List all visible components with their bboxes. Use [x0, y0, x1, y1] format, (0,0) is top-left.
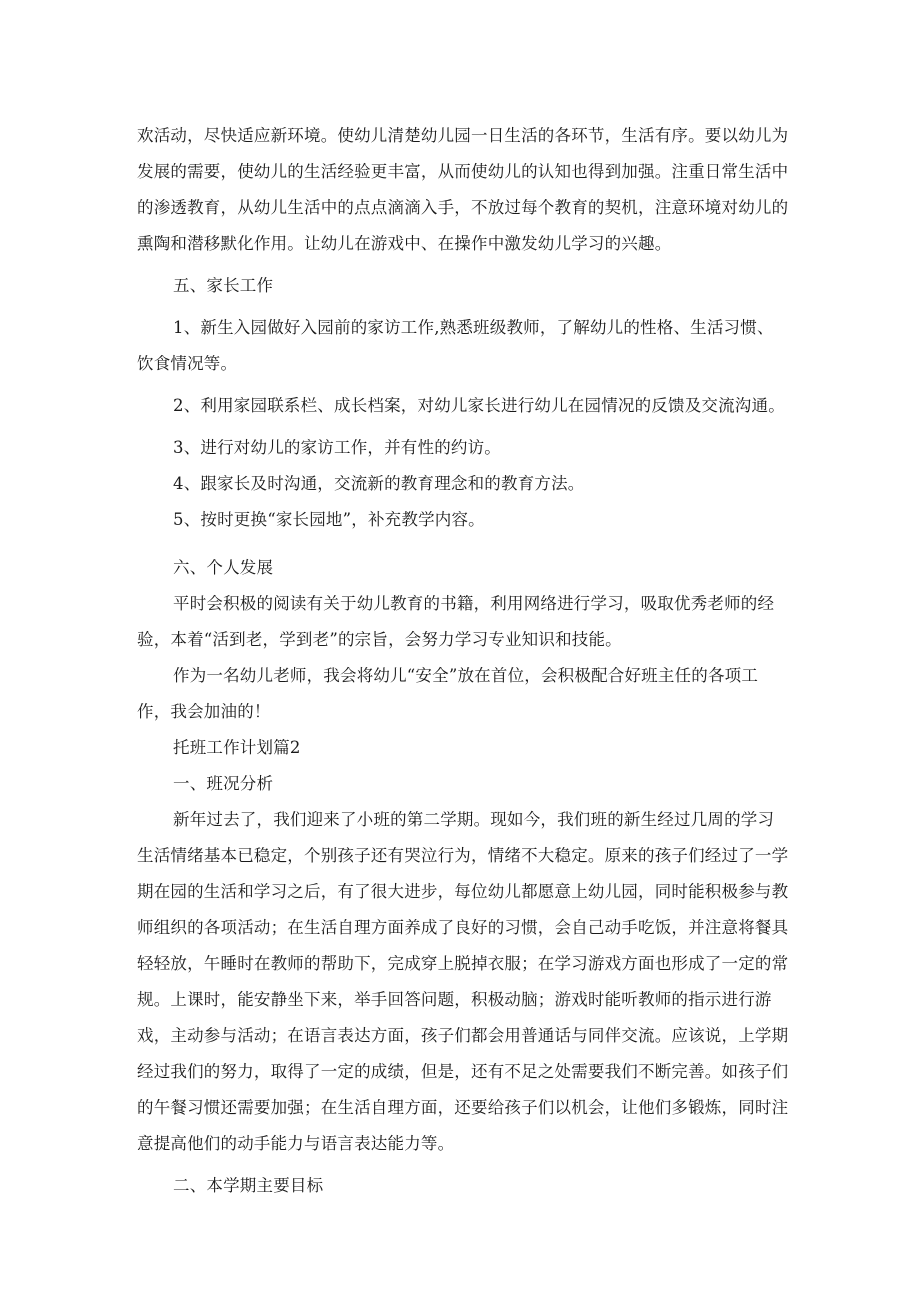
section-heading-class-analysis: 一、班况分析	[173, 774, 274, 793]
list-item-1: 1、新生入园做好入园前的家访工作,熟悉班级教师，了解幼儿的性格、生活习惯、饮食情况等。	[137, 318, 774, 373]
document-page	[137, 118, 789, 1204]
section-heading-goals: 二、本学期主要目标	[173, 1176, 324, 1195]
paragraph-personal-2: 作为一名幼儿老师，我会将幼儿“安全”放在首位，会积极配合好班主任的各项工作，我会加油的！	[137, 666, 759, 721]
section-heading-personal: 六、个人发展	[173, 558, 274, 577]
list-item-4: 4、跟家长及时沟通，交流新的教育理念和的教育方法。	[173, 474, 585, 493]
list-item-5: 5、按时更换“家长园地”，补充教学内容。	[173, 510, 485, 529]
list-item-2: 2、利用家园联系栏、成长档案，对幼儿家长进行幼儿在园情况的反馈及交流沟通。	[173, 396, 785, 415]
document-subtitle: 托班工作计划篇2	[173, 738, 301, 757]
paragraph-class-analysis: 新年过去了，我们迎来了小班的第二学期。现如今，我们班的新生经过几周的学习生活情绪基本已稳定，个别孩子还有哭泣行为，情绪不大稳定。原来的孩子们经过了一学期在园的生活和学习之后，有了很大进步，每位幼儿都愿意上幼儿园，同时能积极参与教师组织的各项活动；在生活自理方面养成了良好的习惯，会自己动手吃饭，并注意将餐具轻轻放，午睡时在教师的帮助下，完成穿上脱掉衣服；在学习游戏方面也形成了一定的常规。上课时，能安静坐下来，举手回答问题，积极动脑；游戏时能听教师的指示进行游戏，主动参与活动；在语言表达方面，孩子们都会用普通话与同伴交流。应该说，上学期经过我们的努力，取得了一定的成绩，但是，还有不足之处需要我们不断完善。如孩子们的午餐习惯还需要加强；在生活自理方面，还要给孩子们以机会，让他们多锻炼，同时注意提高他们的动手能力与语言表达能力等。	[137, 810, 789, 1153]
paragraph-personal-1: 平时会积极的阅读有关于幼儿教育的书籍，利用网络进行学习，吸取优秀老师的经验，本着“活到老，学到老”的宗旨，会努力学习专业知识和技能。	[137, 594, 775, 649]
section-heading-parents: 五、家长工作	[173, 276, 274, 295]
paragraph-continuation: 欢活动，尽快适应新环境。使幼儿清楚幼儿园一日生活的各环节，生活有序。要以幼儿为发展的需要，使幼儿的生活经验更丰富，从而使幼儿的认知也得到加强。注重日常生活中的渗透教育，从幼儿生活中的点点滴滴入手，不放过每个教育的契机，注意环境对幼儿的熏陶和潜移默化作用。让幼儿在游戏中、在操作中激发幼儿学习的兴趣。	[137, 126, 789, 253]
list-item-3: 3、进行对幼儿的家访工作，并有性的约访。	[173, 438, 501, 457]
